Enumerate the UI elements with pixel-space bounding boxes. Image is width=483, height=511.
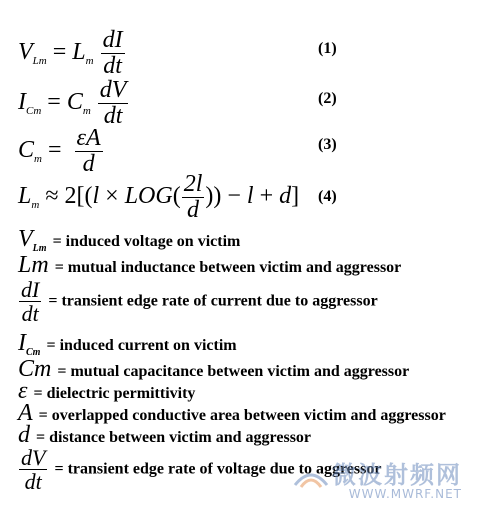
definition-didt-text: = transient edge rate of current due to aggressor	[48, 292, 378, 310]
equation-4: $L_m \approx 2[(l \times LOG$( $\frac{2l}{d}$ )) − l + d]	[18, 171, 300, 224]
definition-vlm: $V_{Lm}$ = induced voltage on victim	[18, 226, 241, 254]
definition-lm: Lm = mutual inductance between victim and aggressor	[18, 252, 402, 278]
definition-icm: $I_{Cm}$ = induced current on victim	[18, 330, 237, 358]
definition-cm: Cm = mutual capacitance between victim and aggressor	[18, 356, 410, 382]
watermark-text: 微波射频网	[332, 461, 462, 489]
watermark-url: WWW.MWRF.NET	[348, 487, 462, 501]
watermark-logo-icon	[293, 463, 329, 491]
definition-eps: ε = dielectric permittivity	[18, 378, 196, 404]
equation-2: $I_{Cm} = C_m$ $\frac{dV}{dt}$	[18, 77, 127, 130]
definition-a-text: = overlapped conductive area between victim and aggressor	[38, 407, 446, 424]
equation-3: $C_m$ = $\frac{\varepsilon A}{d}$	[18, 125, 101, 178]
definition-icm-text: = induced current on victim	[46, 337, 237, 354]
definition-d-text: = distance between victim and aggressor	[36, 429, 312, 446]
equation-2-number: (2)	[318, 90, 337, 107]
definition-d: d = distance between victim and aggressor	[18, 422, 312, 448]
definition-cm-text: = mutual capacitance between victim and aggressor	[57, 363, 410, 380]
equation-1-number: (1)	[318, 40, 337, 57]
definition-dvdt: $\frac{dV}{dt}$ = transient edge rate of voltage due to aggressor	[21, 445, 382, 495]
equation-1: $V_{Lm} = L_m$ $\frac{dI}{dt}$	[18, 27, 123, 80]
definition-eps-text: = dielectric permittivity	[33, 385, 196, 402]
definition-vlm-text: = induced voltage on victim	[52, 233, 241, 250]
definition-didt: $\frac{dI}{dt}$ = transient edge rate of current due to aggressor	[21, 277, 378, 327]
equation-3-number: (3)	[318, 136, 337, 153]
equation-4-number: (4)	[318, 188, 337, 205]
watermark	[285, 455, 470, 501]
definition-a: A = overlapped conductive area between victim and aggressor	[18, 400, 446, 426]
definition-dvdt-text: = transient edge rate of voltage due to aggressor	[54, 460, 382, 478]
definition-lm-text: = mutual inductance between victim and aggressor	[54, 259, 402, 276]
